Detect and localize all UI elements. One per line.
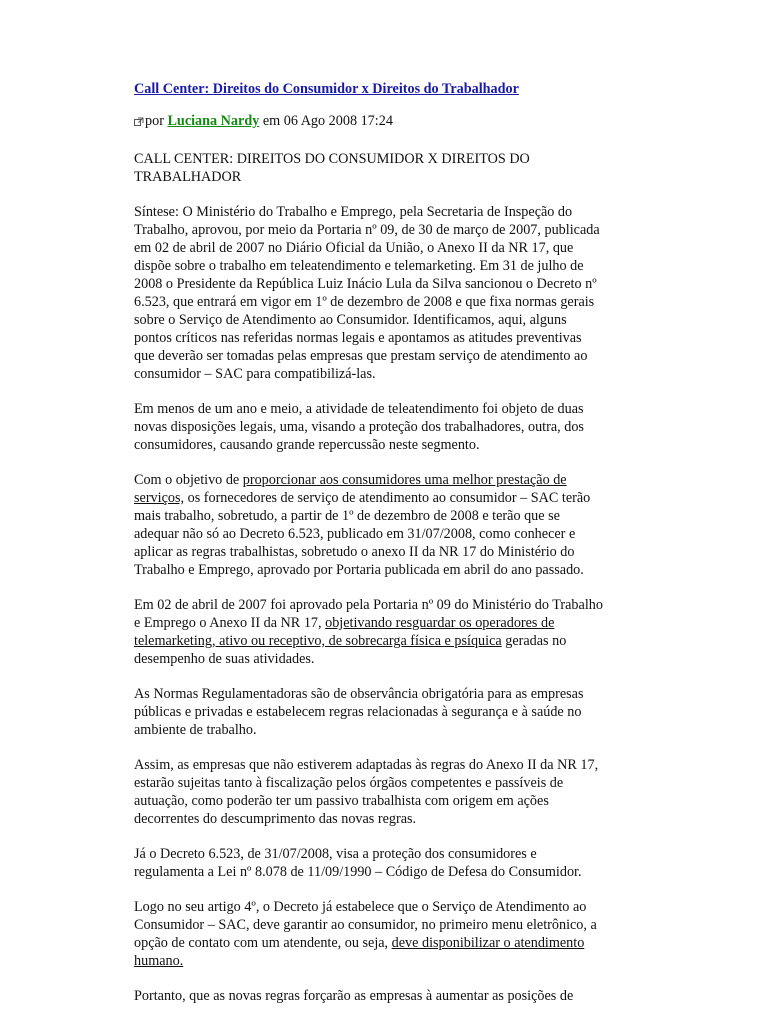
link-icon — [134, 114, 144, 124]
paragraph: Já o Decreto 6.523, de 31/07/2008, visa a proteção dos consumidores e regulamenta a Lei nº 8.078 de 11/09/1990 – Código de Defesa do Consumidor. — [134, 846, 582, 880]
paragraph-text: geradas no desempenho de suas atividades. — [134, 633, 567, 667]
article-heading: CALL CENTER: DIREITOS DO CONSUMIDOR X DIREITOS DO TRABALHADOR — [134, 151, 530, 185]
byline-prefix: por — [145, 113, 164, 129]
paragraph-text: Em 02 de abril de 2007 foi aprovado pela Portaria nº 09 do Ministério do Trabalho e Emprego o Anexo II da NR 17, — [134, 597, 603, 631]
paragraph — [134, 596, 604, 668]
byline — [134, 112, 604, 130]
byline-date: em 06 Ago 2008 17:24 — [259, 113, 393, 129]
article — [134, 80, 604, 1022]
paragraph: Assim, as empresas que não estiverem adaptadas às regras do Anexo II da NR 17, estarão sujeitas tanto à fiscalização pelos órgãos competentes e passíveis de autuação, como poderão ter um passivo trabalhista com origem em ações decorrentes do descumprimento das novas regras. — [134, 757, 599, 827]
paragraph — [134, 898, 604, 970]
underlined-text: objetivando resguardar os operadores de telemarketing, ativo ou receptivo, de sobrecarga física e psíquica — [134, 615, 555, 649]
article-title-link[interactable]: Call Center: Direitos do Consumidor x Direitos do Trabalhador — [134, 81, 519, 97]
paragraph: As Normas Regulamentadoras são de observância obrigatória para as empresas públicas e privadas e estabelecem regras relacionadas à segurança e à saúde no ambiente de trabalho. — [134, 686, 584, 738]
paragraph: Portanto, que as novas regras forçarão as empresas à aumentar as posições de — [134, 988, 574, 1004]
paragraph-text: Com o objetivo de — [134, 472, 243, 488]
paragraph — [134, 471, 604, 579]
paragraph-text: Logo no seu artigo 4º, o Decreto já estabelece que o Serviço de Atendimento ao Consumidor – SAC, deve garantir ao consumidor, no primeiro menu eletrônico, a opção de contato com um atendente, ou seja, — [134, 899, 597, 951]
underlined-text: proporcionar aos consumidores uma melhor prestação de serviços, — [134, 472, 567, 506]
author-link[interactable]: Luciana Nardy — [167, 113, 260, 129]
underlined-text: deve disponibilizar o atendimento humano. — [134, 935, 585, 969]
paragraph-text: os fornecedores de serviço de atendimento ao consumidor – SAC terão mais trabalho, sobretudo, a partir de 1º de dezembro de 2008 e terão que se adequar não só ao Decreto 6.523, publicado em 31/07/2008, como conhecer e aplicar as regras trabalhistas, sobretudo o anexo II da NR 17 do Ministério do Trabalho e Emprego, aprovado por Portaria publicada em abril do ano passado. — [134, 490, 591, 578]
paragraph: Em menos de um ano e meio, a atividade de teleatendimento foi objeto de duas novas disposições legais, uma, visando a proteção dos trabalhadores, outra, dos consumidores, causando grande repercussão neste segmento. — [134, 401, 584, 453]
paragraph-synopsis: Síntese: O Ministério do Trabalho e Emprego, pela Secretaria de Inspeção do Trabalho, aprovou, por meio da Portaria nº 09, de 30 de março de 2007, publicada em 02 de abril de 2007 no Diário Oficial da União, o Anexo II da NR 17, que dispõe sobre o trabalho em teleatendimento e telemarketing. Em 31 de julho de 2008 o Presidente da República Luiz Inácio Lula da Silva sancionou o Decreto nº 6.523, que entrará em vigor em 1º de dezembro de 2008 e que fixa normas gerais sobre o Serviço de Atendimento ao Consumidor. Identificamos, aqui, alguns pontos críticos nas referidas normas legais e apontamos as atitudes preventivas que deverão ser tomadas pelas empresas que prestam serviço de atendimento ao consumidor – SAC para compatibilizá-las. — [134, 204, 600, 382]
